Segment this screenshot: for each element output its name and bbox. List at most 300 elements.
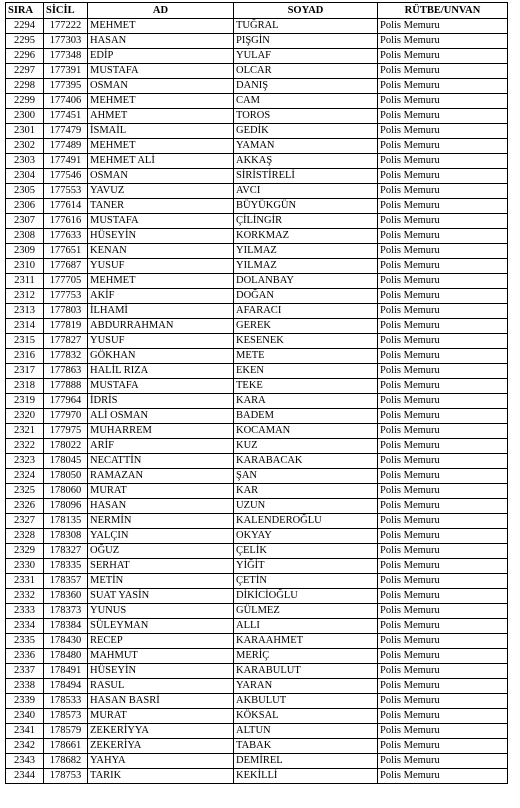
- cell-soyad: YAMAN: [234, 139, 378, 154]
- cell-sira: 2315: [6, 334, 44, 349]
- table-row: [6, 424, 508, 439]
- cell-ad: KENAN: [88, 244, 234, 259]
- table-row: [6, 634, 508, 649]
- cell-sira: 2309: [6, 244, 44, 259]
- cell-ad: EDİP: [88, 49, 234, 64]
- cell-rutbe: Polis Memuru: [378, 139, 508, 154]
- cell-sira: 2327: [6, 514, 44, 529]
- cell-rutbe: Polis Memuru: [378, 289, 508, 304]
- cell-soyad: YILMAZ: [234, 244, 378, 259]
- cell-soyad: PIŞGİN: [234, 34, 378, 49]
- table-row: [6, 484, 508, 499]
- cell-rutbe: Polis Memuru: [378, 574, 508, 589]
- cell-ad: OĞUZ: [88, 544, 234, 559]
- table-row: [6, 709, 508, 724]
- cell-sicil: 177546: [44, 169, 88, 184]
- cell-soyad: BÜYÜKGÜN: [234, 199, 378, 214]
- cell-ad: ZEKERİYYA: [88, 724, 234, 739]
- cell-sira: 2332: [6, 589, 44, 604]
- cell-ad: TANER: [88, 199, 234, 214]
- cell-ad: NERMİN: [88, 514, 234, 529]
- cell-sicil: 177651: [44, 244, 88, 259]
- cell-soyad: ÇİLİNGİR: [234, 214, 378, 229]
- table-row: [6, 544, 508, 559]
- cell-soyad: YULAF: [234, 49, 378, 64]
- header-ad: AD: [88, 3, 234, 19]
- cell-ad: MEHMET ALİ: [88, 154, 234, 169]
- table-row: [6, 454, 508, 469]
- table-row: [6, 349, 508, 364]
- cell-ad: RAMAZAN: [88, 469, 234, 484]
- cell-ad: HALİL RIZA: [88, 364, 234, 379]
- cell-ad: MURAT: [88, 709, 234, 724]
- cell-sira: 2320: [6, 409, 44, 424]
- cell-sira: 2311: [6, 274, 44, 289]
- cell-sicil: 177553: [44, 184, 88, 199]
- cell-sira: 2334: [6, 619, 44, 634]
- cell-ad: MUSTAFA: [88, 214, 234, 229]
- cell-sicil: 177451: [44, 109, 88, 124]
- table-row: [6, 139, 508, 154]
- cell-ad: HÜSEYİN: [88, 664, 234, 679]
- table-row: [6, 469, 508, 484]
- cell-sicil: 178308: [44, 529, 88, 544]
- cell-sicil: 177616: [44, 214, 88, 229]
- cell-rutbe: Polis Memuru: [378, 109, 508, 124]
- cell-sicil: 178327: [44, 544, 88, 559]
- table-row: [6, 79, 508, 94]
- cell-rutbe: Polis Memuru: [378, 304, 508, 319]
- cell-sira: 2300: [6, 109, 44, 124]
- cell-ad: TARIK: [88, 769, 234, 784]
- table-row: [6, 214, 508, 229]
- cell-rutbe: Polis Memuru: [378, 499, 508, 514]
- cell-ad: GÖKHAN: [88, 349, 234, 364]
- cell-ad: MEHMET: [88, 139, 234, 154]
- cell-sicil: 178480: [44, 649, 88, 664]
- cell-soyad: METE: [234, 349, 378, 364]
- cell-sicil: 178661: [44, 739, 88, 754]
- header-rutbe: RÜTBE/UNVAN: [378, 3, 508, 19]
- cell-rutbe: Polis Memuru: [378, 349, 508, 364]
- cell-ad: METİN: [88, 574, 234, 589]
- cell-ad: MUSTAFA: [88, 379, 234, 394]
- cell-soyad: MERİÇ: [234, 649, 378, 664]
- cell-rutbe: Polis Memuru: [378, 529, 508, 544]
- personnel-table: [5, 2, 508, 784]
- cell-sira: 2344: [6, 769, 44, 784]
- table-row: [6, 274, 508, 289]
- cell-sira: 2303: [6, 154, 44, 169]
- cell-sicil: 178360: [44, 589, 88, 604]
- cell-sicil: 178060: [44, 484, 88, 499]
- cell-ad: YUNUS: [88, 604, 234, 619]
- cell-sicil: 178533: [44, 694, 88, 709]
- cell-sicil: 177819: [44, 319, 88, 334]
- cell-ad: HASAN BASRİ: [88, 694, 234, 709]
- cell-sira: 2339: [6, 694, 44, 709]
- cell-sira: 2333: [6, 604, 44, 619]
- cell-sicil: 178022: [44, 439, 88, 454]
- table-row: [6, 364, 508, 379]
- cell-ad: SUAT YASİN: [88, 589, 234, 604]
- cell-soyad: ALLI: [234, 619, 378, 634]
- cell-soyad: KORKMAZ: [234, 229, 378, 244]
- cell-sira: 2322: [6, 439, 44, 454]
- cell-soyad: KESENEK: [234, 334, 378, 349]
- cell-sira: 2294: [6, 19, 44, 34]
- cell-rutbe: Polis Memuru: [378, 439, 508, 454]
- header-soyad: SOYAD: [234, 3, 378, 19]
- cell-rutbe: Polis Memuru: [378, 199, 508, 214]
- cell-sira: 2326: [6, 499, 44, 514]
- cell-soyad: ALTUN: [234, 724, 378, 739]
- table-row: [6, 244, 508, 259]
- cell-sira: 2310: [6, 259, 44, 274]
- table-row: [6, 724, 508, 739]
- cell-sicil: 178335: [44, 559, 88, 574]
- cell-sira: 2306: [6, 199, 44, 214]
- cell-ad: AHMET: [88, 109, 234, 124]
- cell-sira: 2325: [6, 484, 44, 499]
- cell-soyad: AFARACI: [234, 304, 378, 319]
- header-row: [6, 3, 508, 19]
- cell-soyad: KARABULUT: [234, 664, 378, 679]
- header-sira: SIRA: [6, 3, 44, 19]
- table-row: [6, 754, 508, 769]
- cell-soyad: OKYAY: [234, 529, 378, 544]
- cell-ad: SERHAT: [88, 559, 234, 574]
- cell-soyad: YARAN: [234, 679, 378, 694]
- cell-sira: 2299: [6, 94, 44, 109]
- cell-rutbe: Polis Memuru: [378, 649, 508, 664]
- cell-sira: 2298: [6, 79, 44, 94]
- cell-rutbe: Polis Memuru: [378, 694, 508, 709]
- cell-sicil: 178045: [44, 454, 88, 469]
- cell-sicil: 177832: [44, 349, 88, 364]
- cell-rutbe: Polis Memuru: [378, 34, 508, 49]
- cell-rutbe: Polis Memuru: [378, 244, 508, 259]
- cell-soyad: DOLANBAY: [234, 274, 378, 289]
- cell-rutbe: Polis Memuru: [378, 334, 508, 349]
- cell-sira: 2324: [6, 469, 44, 484]
- cell-soyad: GÜLMEZ: [234, 604, 378, 619]
- table-row: [6, 334, 508, 349]
- cell-soyad: DOĞAN: [234, 289, 378, 304]
- cell-soyad: UZUN: [234, 499, 378, 514]
- cell-soyad: TEKE: [234, 379, 378, 394]
- table-row: [6, 499, 508, 514]
- table-row: [6, 529, 508, 544]
- table-row: [6, 64, 508, 79]
- cell-rutbe: Polis Memuru: [378, 229, 508, 244]
- table-row: [6, 199, 508, 214]
- cell-sira: 2321: [6, 424, 44, 439]
- cell-sira: 2330: [6, 559, 44, 574]
- cell-rutbe: Polis Memuru: [378, 739, 508, 754]
- cell-ad: MEHMET: [88, 274, 234, 289]
- cell-ad: YAVUZ: [88, 184, 234, 199]
- table-row: [6, 109, 508, 124]
- cell-sira: 2336: [6, 649, 44, 664]
- cell-rutbe: Polis Memuru: [378, 484, 508, 499]
- cell-sira: 2337: [6, 664, 44, 679]
- cell-rutbe: Polis Memuru: [378, 379, 508, 394]
- table-row: [6, 154, 508, 169]
- cell-soyad: TOROS: [234, 109, 378, 124]
- cell-sira: 2308: [6, 229, 44, 244]
- cell-rutbe: Polis Memuru: [378, 619, 508, 634]
- cell-soyad: AKKAŞ: [234, 154, 378, 169]
- table-row: [6, 649, 508, 664]
- table-row: [6, 169, 508, 184]
- table-row: [6, 49, 508, 64]
- cell-ad: MEHMET: [88, 19, 234, 34]
- cell-sicil: 177479: [44, 124, 88, 139]
- cell-rutbe: Polis Memuru: [378, 409, 508, 424]
- cell-soyad: YILMAZ: [234, 259, 378, 274]
- cell-sicil: 178494: [44, 679, 88, 694]
- table-row: [6, 769, 508, 784]
- cell-soyad: ÇELİK: [234, 544, 378, 559]
- cell-rutbe: Polis Memuru: [378, 469, 508, 484]
- cell-sicil: 177975: [44, 424, 88, 439]
- cell-sicil: 177705: [44, 274, 88, 289]
- cell-rutbe: Polis Memuru: [378, 589, 508, 604]
- cell-soyad: KARA: [234, 394, 378, 409]
- cell-ad: OSMAN: [88, 79, 234, 94]
- cell-rutbe: Polis Memuru: [378, 394, 508, 409]
- cell-rutbe: Polis Memuru: [378, 664, 508, 679]
- cell-ad: ALİ OSMAN: [88, 409, 234, 424]
- cell-rutbe: Polis Memuru: [378, 259, 508, 274]
- cell-rutbe: Polis Memuru: [378, 604, 508, 619]
- cell-soyad: CAM: [234, 94, 378, 109]
- cell-soyad: KARAAHMET: [234, 634, 378, 649]
- cell-sira: 2312: [6, 289, 44, 304]
- cell-sicil: 177222: [44, 19, 88, 34]
- table-row: [6, 619, 508, 634]
- cell-sicil: 177964: [44, 394, 88, 409]
- cell-ad: MAHMUT: [88, 649, 234, 664]
- table-row: [6, 259, 508, 274]
- cell-sicil: 177633: [44, 229, 88, 244]
- cell-rutbe: Polis Memuru: [378, 364, 508, 379]
- cell-sira: 2295: [6, 34, 44, 49]
- cell-ad: AKİF: [88, 289, 234, 304]
- cell-sicil: 177753: [44, 289, 88, 304]
- cell-rutbe: Polis Memuru: [378, 319, 508, 334]
- table-row: [6, 124, 508, 139]
- cell-soyad: TUĞRAL: [234, 19, 378, 34]
- cell-ad: ABDURRAHMAN: [88, 319, 234, 334]
- cell-soyad: SİRİSTİRELİ: [234, 169, 378, 184]
- cell-ad: ARİF: [88, 439, 234, 454]
- cell-sicil: 177888: [44, 379, 88, 394]
- cell-sira: 2319: [6, 394, 44, 409]
- cell-soyad: KAR: [234, 484, 378, 499]
- cell-sira: 2296: [6, 49, 44, 64]
- cell-ad: OSMAN: [88, 169, 234, 184]
- table-row: [6, 679, 508, 694]
- cell-ad: İLHAMİ: [88, 304, 234, 319]
- cell-sira: 2316: [6, 349, 44, 364]
- cell-sicil: 177614: [44, 199, 88, 214]
- cell-sira: 2305: [6, 184, 44, 199]
- table-row: [6, 19, 508, 34]
- cell-rutbe: Polis Memuru: [378, 94, 508, 109]
- cell-sicil: 178135: [44, 514, 88, 529]
- cell-sicil: 178096: [44, 499, 88, 514]
- cell-sira: 2297: [6, 64, 44, 79]
- cell-sicil: 177489: [44, 139, 88, 154]
- cell-sira: 2304: [6, 169, 44, 184]
- cell-sicil: 177348: [44, 49, 88, 64]
- cell-ad: MUHARREM: [88, 424, 234, 439]
- cell-sicil: 178384: [44, 619, 88, 634]
- table-row: [6, 289, 508, 304]
- cell-ad: MEHMET: [88, 94, 234, 109]
- table-row: [6, 514, 508, 529]
- cell-rutbe: Polis Memuru: [378, 49, 508, 64]
- cell-ad: SÜLEYMAN: [88, 619, 234, 634]
- cell-rutbe: Polis Memuru: [378, 274, 508, 289]
- cell-ad: ZEKERİYA: [88, 739, 234, 754]
- cell-sira: 2335: [6, 634, 44, 649]
- cell-ad: HASAN: [88, 34, 234, 49]
- cell-soyad: AKBULUT: [234, 694, 378, 709]
- cell-sicil: 178753: [44, 769, 88, 784]
- cell-ad: YUSUF: [88, 259, 234, 274]
- cell-rutbe: Polis Memuru: [378, 769, 508, 784]
- cell-sira: 2313: [6, 304, 44, 319]
- cell-rutbe: Polis Memuru: [378, 454, 508, 469]
- cell-sira: 2340: [6, 709, 44, 724]
- cell-sira: 2318: [6, 379, 44, 394]
- table-row: [6, 304, 508, 319]
- cell-ad: NECATTİN: [88, 454, 234, 469]
- cell-sicil: 177803: [44, 304, 88, 319]
- cell-soyad: ŞAN: [234, 469, 378, 484]
- cell-soyad: KOCAMAN: [234, 424, 378, 439]
- cell-ad: İDRİS: [88, 394, 234, 409]
- cell-sicil: 177687: [44, 259, 88, 274]
- cell-ad: RASUL: [88, 679, 234, 694]
- cell-rutbe: Polis Memuru: [378, 184, 508, 199]
- cell-rutbe: Polis Memuru: [378, 424, 508, 439]
- cell-sicil: 178491: [44, 664, 88, 679]
- cell-sira: 2343: [6, 754, 44, 769]
- cell-sicil: 178573: [44, 709, 88, 724]
- cell-soyad: GEDİK: [234, 124, 378, 139]
- cell-soyad: ÇETİN: [234, 574, 378, 589]
- cell-soyad: KEKİLLİ: [234, 769, 378, 784]
- cell-sicil: 177863: [44, 364, 88, 379]
- table-row: [6, 439, 508, 454]
- cell-rutbe: Polis Memuru: [378, 19, 508, 34]
- cell-rutbe: Polis Memuru: [378, 724, 508, 739]
- cell-rutbe: Polis Memuru: [378, 514, 508, 529]
- cell-ad: HÜSEYİN: [88, 229, 234, 244]
- table-row: [6, 739, 508, 754]
- cell-sicil: 177491: [44, 154, 88, 169]
- cell-sicil: 177395: [44, 79, 88, 94]
- cell-soyad: DEMİREL: [234, 754, 378, 769]
- table-row: [6, 604, 508, 619]
- table-row: [6, 394, 508, 409]
- cell-sicil: 178050: [44, 469, 88, 484]
- cell-sira: 2328: [6, 529, 44, 544]
- cell-ad: MUSTAFA: [88, 64, 234, 79]
- cell-sira: 2323: [6, 454, 44, 469]
- cell-soyad: DİKİCİOĞLU: [234, 589, 378, 604]
- cell-rutbe: Polis Memuru: [378, 709, 508, 724]
- cell-sicil: 177303: [44, 34, 88, 49]
- cell-sicil: 177970: [44, 409, 88, 424]
- table-row: [6, 664, 508, 679]
- cell-sira: 2301: [6, 124, 44, 139]
- table-row: [6, 184, 508, 199]
- cell-sira: 2307: [6, 214, 44, 229]
- cell-soyad: EKEN: [234, 364, 378, 379]
- cell-rutbe: Polis Memuru: [378, 754, 508, 769]
- cell-ad: YAHYA: [88, 754, 234, 769]
- cell-ad: MURAT: [88, 484, 234, 499]
- table-row: [6, 94, 508, 109]
- cell-sicil: 177391: [44, 64, 88, 79]
- cell-ad: RECEP: [88, 634, 234, 649]
- cell-soyad: KARABACAK: [234, 454, 378, 469]
- table-row: [6, 589, 508, 604]
- cell-rutbe: Polis Memuru: [378, 679, 508, 694]
- cell-soyad: OLCAR: [234, 64, 378, 79]
- cell-sicil: 177827: [44, 334, 88, 349]
- cell-soyad: KUZ: [234, 439, 378, 454]
- cell-soyad: AVCI: [234, 184, 378, 199]
- cell-sira: 2329: [6, 544, 44, 559]
- table-row: [6, 574, 508, 589]
- cell-sicil: 178357: [44, 574, 88, 589]
- cell-sira: 2341: [6, 724, 44, 739]
- cell-sira: 2317: [6, 364, 44, 379]
- table-row: [6, 379, 508, 394]
- cell-sira: 2342: [6, 739, 44, 754]
- cell-sicil: 178373: [44, 604, 88, 619]
- cell-soyad: TABAK: [234, 739, 378, 754]
- cell-rutbe: Polis Memuru: [378, 154, 508, 169]
- cell-soyad: GEREK: [234, 319, 378, 334]
- cell-ad: YUSUF: [88, 334, 234, 349]
- cell-sira: 2338: [6, 679, 44, 694]
- cell-soyad: KALENDEROĞLU: [234, 514, 378, 529]
- cell-sicil: 178579: [44, 724, 88, 739]
- cell-sira: 2314: [6, 319, 44, 334]
- table-row: [6, 229, 508, 244]
- table-row: [6, 409, 508, 424]
- cell-ad: YALÇIN: [88, 529, 234, 544]
- cell-soyad: KÖKSAL: [234, 709, 378, 724]
- cell-rutbe: Polis Memuru: [378, 559, 508, 574]
- cell-sira: 2331: [6, 574, 44, 589]
- cell-rutbe: Polis Memuru: [378, 64, 508, 79]
- cell-sicil: 178430: [44, 634, 88, 649]
- cell-soyad: YİĞİT: [234, 559, 378, 574]
- table-row: [6, 559, 508, 574]
- cell-soyad: BADEM: [234, 409, 378, 424]
- cell-rutbe: Polis Memuru: [378, 544, 508, 559]
- cell-sicil: 178682: [44, 754, 88, 769]
- table-row: [6, 34, 508, 49]
